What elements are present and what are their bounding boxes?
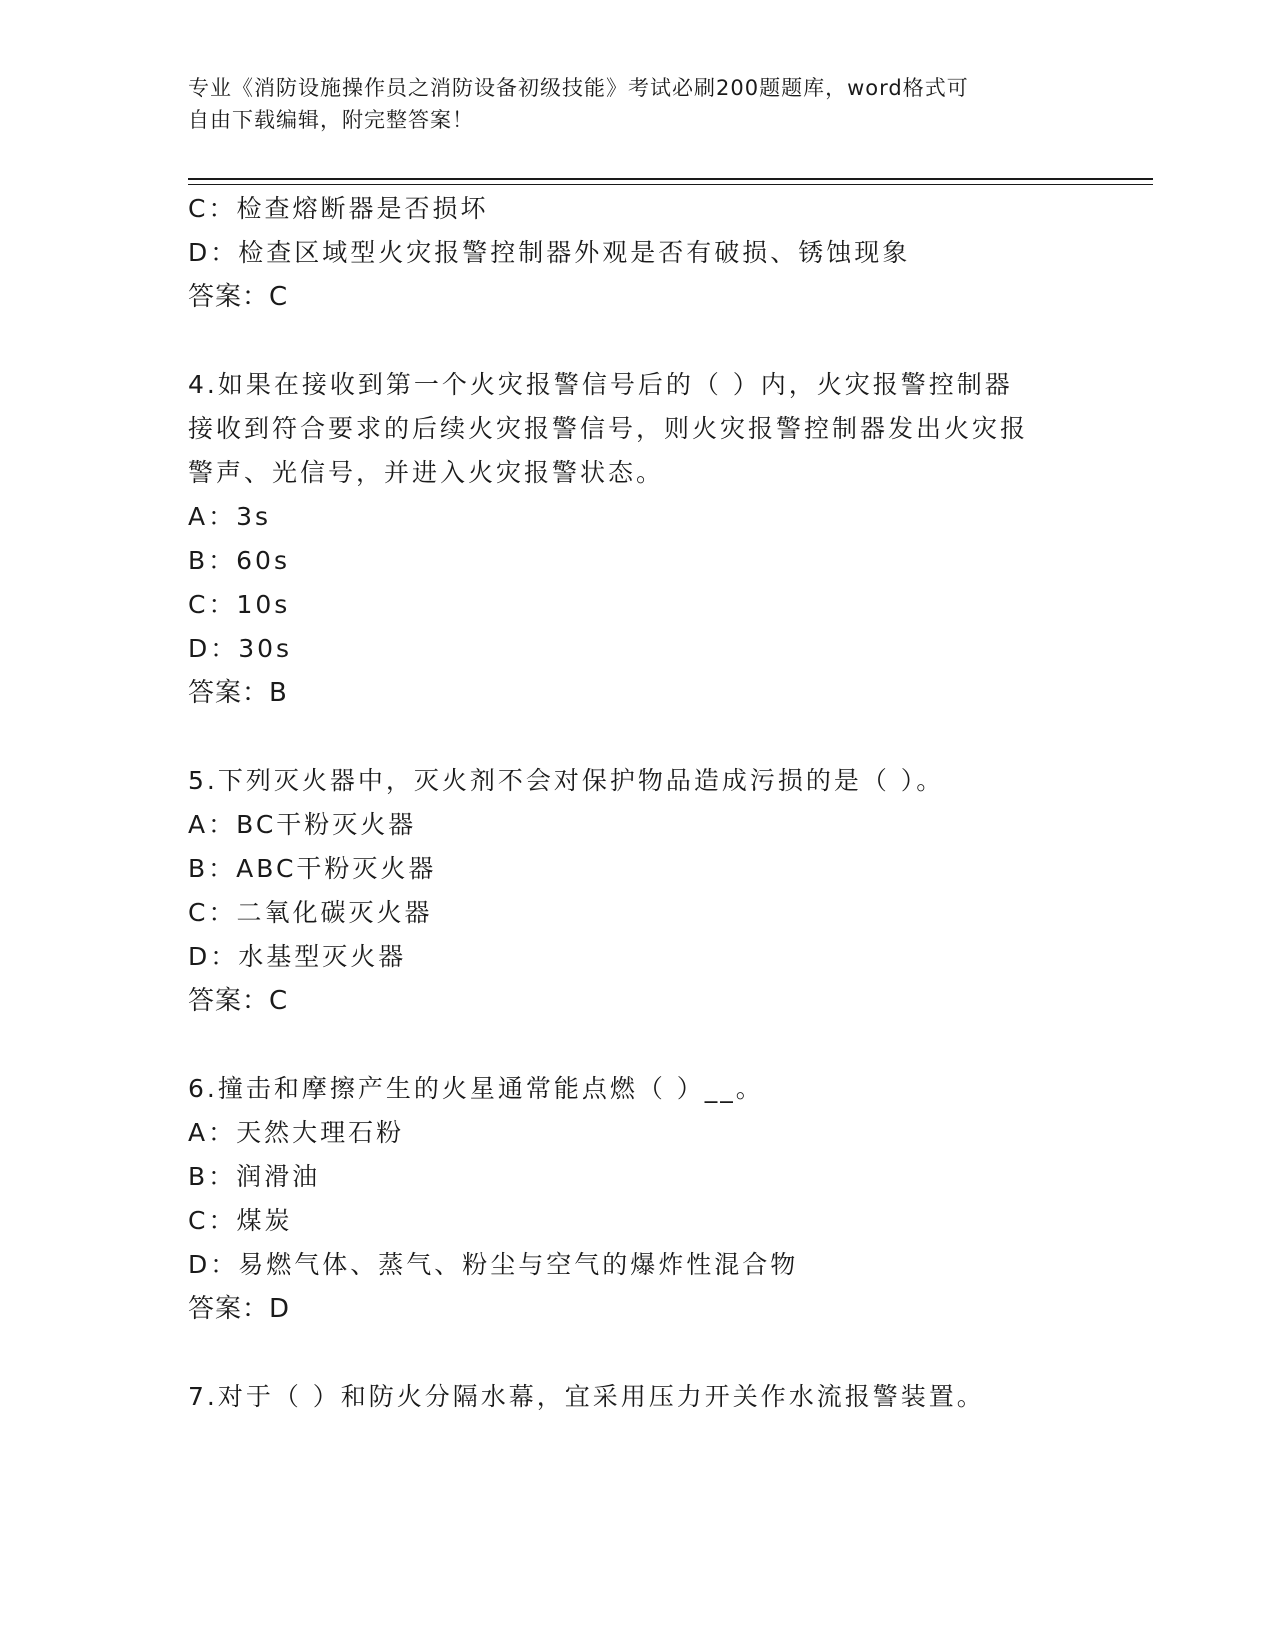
header-divider-thick [188,178,1153,180]
q6-option-a: A：天然大理石粉 [188,1118,405,1147]
q6-answer: 答案：D [188,1294,291,1324]
q6-option-d: D：易燃气体、蒸气、粉尘与空气的爆炸性混合物 [188,1250,799,1279]
document-header [188,72,1068,136]
q5-answer: 答案：C [188,986,289,1016]
q6-stem-line-1: 6.撞击和摩擦产生的火星通常能点燃（ ）__。 [188,1074,764,1103]
q4-option-b: B：60s [188,546,290,575]
q4-stem-line-2: 接收到符合要求的后续火灾报警信号，则火灾报警控制器发出火灾报 [188,414,1029,443]
header-title-line-2: 自由下载编辑，附完整答案！ [188,108,474,132]
q3-answer: 答案：C [188,282,289,312]
q5-stem-line-1: 5.下列灭火器中，灭火剂不会对保护物品造成污损的是（ ）。 [188,766,945,795]
q4-answer: 答案：B [188,678,288,708]
header-divider-thin [188,184,1153,185]
q4-option-a: A：3s [188,502,272,531]
q3-option-c: C：检查熔断器是否损坏 [188,194,489,223]
q5-option-c: C：二氧化碳灭火器 [188,898,433,927]
q5-option-b: B：ABC干粉灭火器 [188,854,437,883]
q6-option-b: B：润滑油 [188,1162,321,1191]
q5-option-d: D：水基型灭火器 [188,942,407,971]
q4-option-c: C：10s [188,590,291,619]
q3-option-d: D：检查区域型火灾报警控制器外观是否有破损、锈蚀现象 [188,238,911,267]
q5-option-a: A：BC干粉灭火器 [188,810,417,839]
q4-stem-line-3: 警声、光信号，并进入火灾报警状态。 [188,458,665,487]
header-title-line-1: 专业《消防设施操作员之消防设备初级技能》考试必刷200题题库，word格式可 [188,76,969,100]
q4-option-d: D：30s [188,634,293,663]
q4-stem-line-1: 4.如果在接收到第一个火灾报警信号后的（ ）内，火灾报警控制器 [188,370,1013,399]
q7-stem-line-1: 7.对于（ ）和防火分隔水幕，宜采用压力开关作水流报警装置。 [188,1382,985,1411]
q6-option-c: C：煤炭 [188,1206,293,1235]
